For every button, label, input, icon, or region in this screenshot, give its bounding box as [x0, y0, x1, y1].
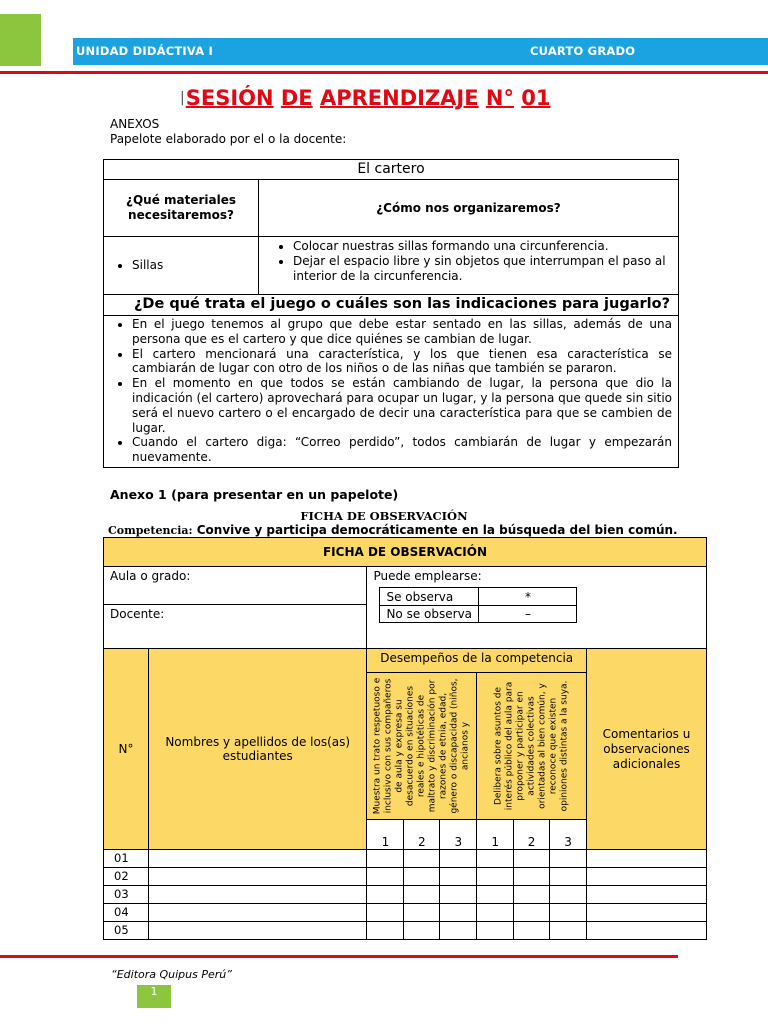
- score-cell[interactable]: [514, 886, 550, 904]
- score-cell[interactable]: [477, 922, 514, 940]
- legend-cell: [367, 567, 707, 649]
- score-cell[interactable]: [514, 904, 550, 922]
- anexo1-heading: Anexo 1 (para presentar en un papelote): [110, 487, 399, 502]
- legend-table: [379, 587, 577, 623]
- name-cell[interactable]: [148, 904, 367, 922]
- comment-cell[interactable]: [586, 868, 706, 886]
- organization-item: • Dejar el espacio libre y sin objetos que interrumpan el paso al interior de la circunferencia.: [293, 254, 674, 284]
- score-cell[interactable]: [477, 886, 514, 904]
- rule-item: • En el momento en que todos se están cambiando de lugar, la persona que dio la indicación (el cartero) aprovechará para ocupar un lugar, y la persona que quede sin sitio será el nuevo cartero o el encargado de decir una característica para que se cambien de lugar.: [132, 376, 672, 435]
- docente-label: Docente:: [110, 607, 165, 621]
- organization-item: • Colocar nuestras sillas formando una circunferencia.: [293, 239, 674, 254]
- score-cell[interactable]: [514, 850, 550, 868]
- title-word-2: DE: [280, 86, 313, 110]
- rule-item: • En el juego tenemos al grupo que debe estar sentado en las sillas, además de una persona que es el cartero y que dice quiénes se cambian de lugar.: [132, 317, 672, 347]
- rules-cell: [104, 316, 679, 468]
- score-cell[interactable]: [440, 922, 477, 940]
- header-band: [73, 38, 768, 65]
- legend-label: Se observa: [380, 588, 479, 606]
- col-no-header: N°: [104, 649, 149, 850]
- score-cell[interactable]: [514, 868, 550, 886]
- score-cell[interactable]: [404, 850, 440, 868]
- score-cell[interactable]: [367, 868, 404, 886]
- game-question: ¿De qué trata el juego o cuáles son las indicaciones para jugarlo?: [104, 295, 679, 316]
- table-row: [104, 886, 707, 904]
- desempeno-1-cell: [367, 673, 477, 820]
- score-cell[interactable]: [440, 850, 477, 868]
- desempeno-1-text: Muestra un trato respetuoso e inclusivo con sus compañeros de aula y expresa su desacuerdo en situaciones reales e hipotéticas de maltrato y discriminación por razones de etnia, edad, género o discapacidad (niños, ancianos y: [372, 677, 471, 815]
- score-cell[interactable]: [477, 850, 514, 868]
- grade-title: CUARTO GRADO: [530, 44, 636, 58]
- table-row: [104, 904, 707, 922]
- scale-cell: 1: [477, 820, 514, 850]
- score-cell[interactable]: [404, 922, 440, 940]
- scale-cell: 2: [514, 820, 550, 850]
- score-cell[interactable]: [550, 886, 587, 904]
- rule-item: • El cartero mencionará una característica, y los que tienen esa característica se cambiarán de lugar con otro de los niños o de las niñas que también se pararon.: [132, 347, 672, 377]
- comment-cell[interactable]: [586, 904, 706, 922]
- name-cell[interactable]: [148, 868, 367, 886]
- organization-cell: [259, 237, 679, 295]
- score-cell[interactable]: [404, 886, 440, 904]
- green-header-tab: [0, 14, 41, 66]
- bottom-rule: [0, 955, 678, 958]
- title-word-1: SESIÓN: [185, 86, 274, 110]
- row-number: 05: [104, 922, 149, 940]
- name-cell[interactable]: [148, 850, 367, 868]
- score-cell[interactable]: [514, 922, 550, 940]
- page-title: [180, 86, 551, 110]
- title-word-5: 01: [521, 86, 551, 110]
- row-number: 04: [104, 904, 149, 922]
- score-cell[interactable]: [440, 868, 477, 886]
- name-cell[interactable]: [148, 922, 367, 940]
- score-cell[interactable]: [550, 868, 587, 886]
- footer-editorial: “Editora Quipus Perú”: [111, 968, 232, 981]
- annexes-subtitle: Papelote elaborado por el o la docente:: [110, 132, 347, 146]
- scale-cell: 3: [440, 820, 477, 850]
- top-rule: [0, 71, 768, 74]
- comment-cell[interactable]: [586, 850, 706, 868]
- score-cell[interactable]: [404, 904, 440, 922]
- puede-label: Puede emplearse:: [373, 569, 482, 583]
- ficha-header: FICHA DE OBSERVACIÓN: [104, 538, 707, 567]
- rule-item: • Cuando el cartero diga: “Correo perdido”, todos cambiarán de lugar y empezarán nuevamente.: [132, 435, 672, 465]
- table-row: [104, 868, 707, 886]
- comments-header: Comentarios u observaciones adicionales: [586, 649, 706, 850]
- material-item: • Sillas: [132, 258, 254, 273]
- unit-title: UNIDAD DIDÁCTIVA I: [76, 44, 213, 58]
- name-cell[interactable]: [148, 886, 367, 904]
- desempeno-2-cell: [477, 673, 587, 820]
- row-number: 02: [104, 868, 149, 886]
- title-word-3: APRENDIZAJE: [319, 86, 479, 110]
- legend-symbol: –: [479, 606, 577, 623]
- ficha-title: FICHA DE OBSERVACIÓN: [300, 509, 468, 523]
- cartero-table: [103, 159, 679, 468]
- score-cell[interactable]: [367, 922, 404, 940]
- row-number: 03: [104, 886, 149, 904]
- score-cell[interactable]: [367, 886, 404, 904]
- score-cell[interactable]: [440, 904, 477, 922]
- score-cell[interactable]: [367, 904, 404, 922]
- score-cell[interactable]: [550, 904, 587, 922]
- competencia-label: Competencia:: [108, 524, 193, 537]
- scale-cell: 2: [404, 820, 440, 850]
- cartero-title: El cartero: [104, 160, 679, 180]
- table-row: [104, 922, 707, 940]
- legend-label: No se observa: [380, 606, 479, 623]
- scale-cell: 1: [367, 820, 404, 850]
- scale-cell: 3: [550, 820, 587, 850]
- title-word-4: N°: [485, 86, 514, 110]
- materials-header: ¿Qué materiales necesitaremos?: [104, 180, 259, 237]
- desempeno-2-text: Delibera sobre asuntos de interés público del aula para proponer y participar en actividades colectivas orientadas al bien común, y reconoce que existen opiniones distintas a la suya.: [493, 680, 570, 812]
- comment-cell[interactable]: [586, 886, 706, 904]
- text-cursor: |: [180, 90, 185, 106]
- materials-cell: [104, 237, 259, 295]
- organization-header: ¿Cómo nos organizaremos?: [259, 180, 679, 237]
- annexes-block: [110, 117, 346, 147]
- annexes-heading: ANEXOS: [110, 117, 160, 131]
- legend-symbol: *: [479, 588, 577, 606]
- score-cell[interactable]: [477, 904, 514, 922]
- aula-label: Aula o grado:: [110, 569, 191, 583]
- competencia-line: [108, 523, 678, 537]
- score-cell[interactable]: [404, 868, 440, 886]
- table-row: [104, 850, 707, 868]
- aula-field[interactable]: [104, 567, 367, 605]
- score-cell[interactable]: [550, 922, 587, 940]
- competencia-text: Convive y participa democráticamente en la búsqueda del bien común.: [196, 523, 678, 537]
- observation-table: [103, 537, 707, 940]
- row-number: 01: [104, 850, 149, 868]
- docente-field[interactable]: [104, 605, 367, 649]
- page-number: 1: [137, 985, 171, 1008]
- score-cell[interactable]: [550, 850, 587, 868]
- score-cell[interactable]: [477, 868, 514, 886]
- col-names-header: Nombres y apellidos de los(as) estudiantes: [148, 649, 367, 850]
- desempenos-header: Desempeños de la competencia: [367, 649, 587, 673]
- score-cell[interactable]: [367, 850, 404, 868]
- comment-cell[interactable]: [586, 922, 706, 940]
- score-cell[interactable]: [440, 886, 477, 904]
